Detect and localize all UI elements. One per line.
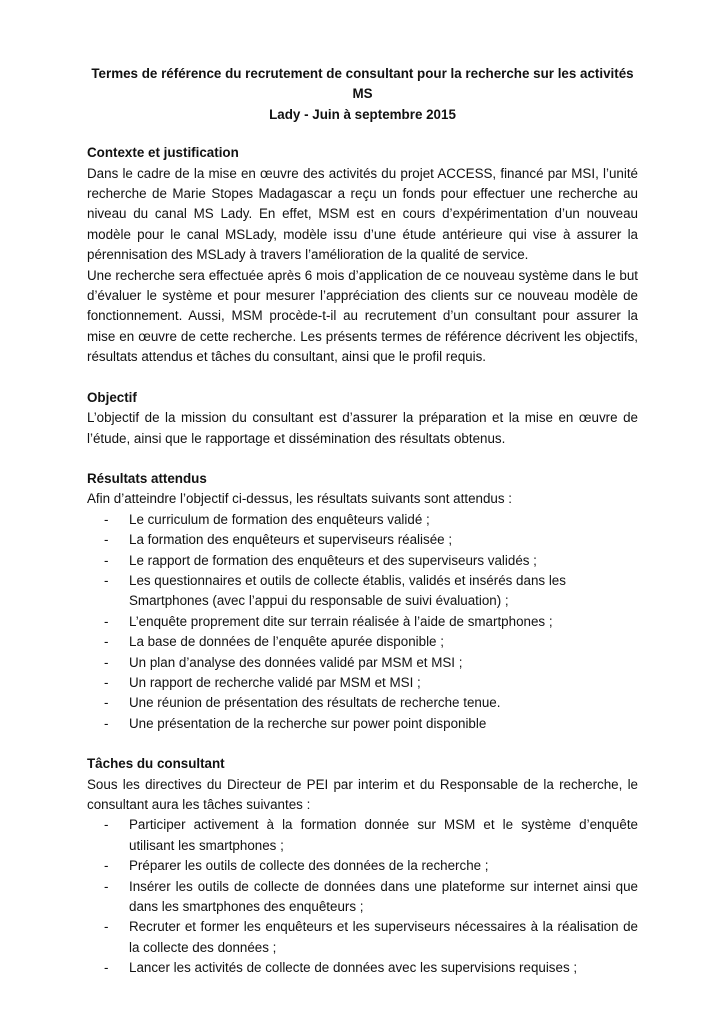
list-item: - Une réunion de présentation des résultats de recherche tenue. [87, 693, 638, 713]
document-page [87, 64, 638, 979]
list-item: - Insérer les outils de collecte de données dans une plateforme sur internet ainsi que dans les smartphones des enquêteurs ; [104, 878, 638, 915]
dash-bullet-icon: - [104, 919, 109, 935]
list-item: - Un plan d’analyse des données validé par MSM et MSI ; [87, 653, 638, 673]
results-list [87, 510, 638, 734]
dash-bullet-icon: - [104, 613, 109, 629]
dash-bullet-icon: - [104, 674, 109, 690]
dash-bullet-icon: - [104, 695, 109, 711]
dash-bullet-icon: - [104, 634, 109, 650]
section-heading-tasks: Tâches du consultant [87, 756, 225, 772]
dash-bullet-icon: - [104, 878, 109, 894]
section-heading-objective: Objectif [87, 389, 137, 405]
dash-bullet-icon: - [104, 511, 109, 527]
dash-bullet-icon: - [104, 572, 109, 588]
dash-bullet-icon: - [104, 552, 109, 568]
list-item: - Recruter et former les enquêteurs et les superviseurs nécessaires à la réalisation de la collecte des données ; [104, 919, 638, 955]
dash-bullet-icon: - [104, 817, 109, 833]
section-heading-results: Résultats attendus [87, 470, 207, 486]
dash-bullet-icon: - [104, 960, 109, 976]
list-item: - Le curriculum de formation des enquêteurs validé ; [87, 510, 638, 530]
section-heading-context: Contexte et justification [87, 145, 239, 161]
list-item: - Lancer les activités de collecte de données avec les supervisions requises ; [87, 958, 638, 978]
tasks-intro: Sous les directives du Directeur de PEI par interim et du Responsable de la recherche, le consultant aura les tâches suivantes : [87, 776, 638, 812]
list-item: - La base de données de l’enquête apurée disponible ; [87, 632, 638, 652]
list-item: - La formation des enquêteurs et superviseurs réalisée ; [87, 530, 638, 550]
title-line-1: Termes de référence du recrutement de consultant pour la recherche sur les activités MS [91, 66, 634, 102]
list-item: - Participer activement à la formation donnée sur MSM et le système d’enquête utilisant les smartphones ; [104, 817, 638, 853]
document-title [87, 64, 638, 125]
list-item: - Préparer les outils de collecte des données de la recherche ; [87, 856, 638, 876]
list-item: - Un rapport de recherche validé par MSM et MSI ; [87, 673, 638, 693]
list-item: - Le rapport de formation des enquêteurs et des superviseurs validés ; [87, 551, 638, 571]
results-intro: Afin d’atteindre l’objectif ci-dessus, les résultats suivants sont attendus : [87, 491, 512, 507]
objective-paragraph: L’objectif de la mission du consultant est d’assurer la préparation et la mise en œuvre de l’étude, ainsi que le rapportage et dissémination des résultats obtenus. [87, 410, 638, 446]
tasks-list [87, 815, 638, 978]
dash-bullet-icon: - [104, 858, 109, 874]
context-paragraph-1: Dans le cadre de la mise en œuvre des activités du projet ACCESS, financé par MSI, l’unité recherche de Marie Stopes Madagascar a reçu un fonds pour effectuer une recherche au niveau du canal MS Lady. En effet, MSM est en cours d’expérimentation d’un nouveau modèle pour le canal MSLady, modèle issu d’une étude antérieure qui vise à assurer la pérennisation des MSLady à travers l’amélioration de la qualité de service. [87, 165, 638, 263]
dash-bullet-icon: - [104, 654, 109, 670]
title-line-2: Lady - Juin à septembre 2015 [269, 106, 456, 122]
list-item: - L’enquête proprement dite sur terrain réalisée à l’aide de smartphones ; [87, 612, 638, 632]
context-paragraph-2: Une recherche sera effectuée après 6 mois d’application de ce nouveau système dans le but d’évaluer le système et pour mesurer l’appréciation des clients sur ce nouveau modèle de fonctionnement. Aussi, MSM procède-t-il au recrutement d’un consultant pour assurer la mise en œuvre de cette recherche. Les présents termes de référence décrivent les objectifs, résultats attendus et tâches du consultant, ainsi que le profil requis. [87, 267, 638, 365]
dash-bullet-icon: - [104, 715, 109, 731]
list-item: - Les questionnaires et outils de collecte établis, validés et insérés dans les Smartphones (avec l’appui du responsable de suivi évaluation) ; [104, 572, 566, 609]
list-item: - Une présentation de la recherche sur power point disponible [87, 714, 638, 734]
dash-bullet-icon: - [104, 532, 109, 548]
